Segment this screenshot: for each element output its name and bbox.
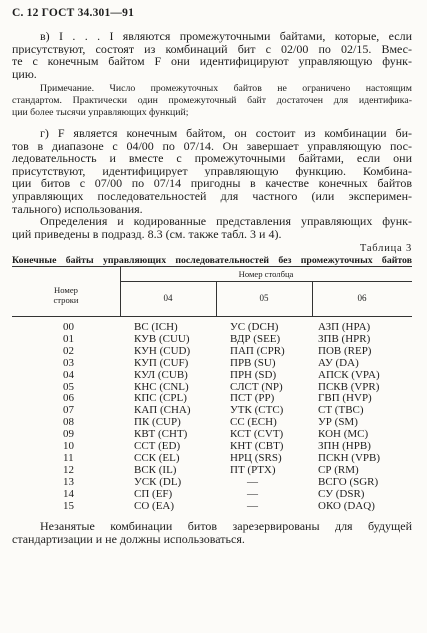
- table-row: [0, 501, 427, 513]
- row-number-header-line: строки: [53, 295, 79, 305]
- text-line: присутствуют, идентифицирует управляющую функцию. Комбина-: [12, 164, 412, 178]
- table-row: [0, 477, 427, 489]
- text-line: г) F является конечным байтом, он состоит из комбинации би-: [40, 127, 412, 140]
- cell-col-05: УС (DCH): [230, 321, 279, 333]
- text-line: ции более тысячи управляющих функций;: [12, 107, 189, 118]
- table-row: [0, 346, 427, 358]
- text-line: стандартом. Практически один промежуточный байт достаточен для идентифика-: [12, 95, 412, 106]
- cell-col-05: КСТ (CVT): [230, 428, 284, 441]
- cell-col-05: СЛСТ (NP): [230, 380, 283, 393]
- text-line: стандартизации и не должны использоваться.: [12, 533, 245, 546]
- row-number-cell: 12: [63, 463, 74, 476]
- cell-col-05: —: [247, 499, 258, 512]
- cell-col-05: КНТ (CBT): [230, 440, 284, 452]
- row-number-cell: 14: [63, 487, 74, 500]
- cell-col-04: КАП (CHA): [134, 404, 191, 417]
- cell-col-06: КОН (MC): [318, 428, 369, 441]
- cell-col-05: ПРВ (SU): [230, 356, 276, 369]
- text-line: тов в диапазоне с 04/00 по 07/14. Он завершает управляющую пос-: [12, 139, 412, 153]
- cell-col-05: —: [247, 475, 258, 488]
- table-row: [0, 370, 427, 382]
- row-number-cell: 07: [63, 404, 74, 417]
- paragraph-definitions: [12, 215, 412, 240]
- text-line: тального) использования.: [12, 202, 143, 216]
- cell-col-04: УСК (DL): [134, 475, 182, 488]
- cell-col-06: ПОВ (REP): [318, 344, 372, 357]
- cell-col-06: АУ (DA): [318, 356, 359, 369]
- table-header-bottom-rule: [12, 316, 412, 317]
- cell-col-06: СУ (DSR): [318, 487, 365, 500]
- cell-col-04: ВСК (IL): [134, 463, 177, 476]
- row-number-cell: 10: [63, 440, 74, 452]
- cell-col-04: ПК (CUP): [134, 416, 181, 429]
- column-header-04: 04: [163, 293, 173, 303]
- text-line: ледовательность и вместе с промежуточными байтами, если они: [12, 152, 412, 165]
- cell-col-06: ЗПВ (HPR): [318, 332, 371, 345]
- cell-col-06: УР (SM): [318, 416, 358, 429]
- cell-col-06: ПСКН (VPB): [318, 451, 381, 464]
- cell-col-04: КВТ (CHT): [134, 428, 188, 441]
- cell-col-06: ВСГО (SGR): [318, 475, 379, 488]
- cell-col-05: ПТ (PTX): [230, 463, 276, 476]
- table-body: [0, 322, 427, 514]
- text-line: в) I . . . I являются промежуточными байтами, которые, если: [40, 30, 412, 43]
- text-line: Незанятые комбинации битов зарезервированы для будущей: [40, 520, 412, 533]
- paragraph-intermediate-bytes: [12, 30, 412, 80]
- cell-col-04: КНС (CNL): [134, 380, 189, 393]
- row-number-cell: 01: [63, 332, 74, 345]
- row-number-cell: 13: [63, 475, 74, 488]
- cell-col-05: ВДР (SEE): [230, 332, 281, 345]
- table-row: [0, 465, 427, 477]
- cell-col-04: СО (EA): [134, 499, 175, 512]
- cell-col-06: АЗП (HPA): [318, 321, 371, 333]
- cell-col-05: —: [247, 487, 258, 500]
- table-title: Конечные байты управляющих последовательностей без промежуточных байтов: [12, 255, 412, 266]
- table-row: [0, 334, 427, 346]
- table-column-group-rule: [120, 281, 412, 282]
- cell-col-04: КУВ (CUU): [134, 332, 190, 345]
- row-number-cell: 05: [63, 380, 74, 393]
- cell-col-05: ПСТ (PP): [230, 392, 275, 405]
- text-line: ций приведены в подразд. 8.3 (см. также табл. 3 и 4).: [12, 227, 282, 241]
- table-row: [0, 358, 427, 370]
- column-header-05: 05: [259, 293, 269, 303]
- text-line: те с конечным байтом F они идентифицируют управляющую функ-: [12, 55, 412, 68]
- cell-col-04: КУН (CUD): [134, 344, 191, 357]
- paragraph-reserved: [12, 520, 412, 546]
- note: [12, 83, 412, 119]
- row-number-cell: 06: [63, 392, 74, 405]
- row-number-cell: 02: [63, 344, 74, 357]
- text-line: Определения и кодированные представления управляющих функ-: [40, 215, 412, 228]
- cell-col-04: ССК (EL): [134, 451, 180, 464]
- page-header: С. 12 ГОСТ 34.301—91: [12, 7, 135, 19]
- column-header-06: 06: [357, 293, 367, 303]
- cell-col-06: ГВП (HVP): [318, 392, 372, 405]
- text-line: Примечание. Число промежуточных байтов не ограничено настоящим: [40, 83, 412, 94]
- row-number-cell: 11: [63, 451, 74, 464]
- cell-col-06: СТ (TBC): [318, 404, 364, 417]
- cell-col-06: ПСКВ (VPR): [318, 380, 380, 393]
- cell-col-05: УТК (CTC): [230, 404, 284, 417]
- cell-col-04: КУП (CUF): [134, 356, 189, 369]
- cell-col-06: ОКО (DAQ): [318, 499, 375, 512]
- text-line: управляющих последовательностей для частного (или эксперимен-: [12, 189, 412, 203]
- table-row: [0, 489, 427, 501]
- text-line: присутствуют, состоят из комбинаций бит с 02/00 по 02/15. Вмес-: [12, 42, 412, 56]
- row-number-cell: 09: [63, 428, 74, 441]
- row-number-cell: 04: [63, 368, 74, 381]
- row-number-cell: 08: [63, 416, 74, 429]
- cell-col-05: СС (ECH): [230, 416, 277, 429]
- table-row: [0, 453, 427, 465]
- table-caption: Таблица 3: [359, 243, 412, 254]
- cell-col-04: ВС (ICH): [134, 321, 178, 333]
- text-line: ции битов с 07/00 по 07/14 пригодны в качестве конечных байтов: [12, 177, 412, 190]
- cell-col-04: КПС (CPL): [134, 392, 187, 405]
- row-number-cell: 03: [63, 356, 74, 369]
- cell-col-04: ССТ (ED): [134, 440, 181, 452]
- text-line: цию.: [12, 67, 37, 81]
- column-number-header: Номер столбца: [238, 269, 294, 279]
- cell-col-06: АПСК (VPA): [318, 368, 380, 381]
- cell-col-04: СП (EF): [134, 487, 173, 500]
- cell-col-05: НРЦ (SRS): [230, 451, 282, 464]
- table-top-rule: [12, 266, 412, 267]
- cell-col-06: СР (RM): [318, 463, 359, 476]
- cell-col-05: ПАП (CPR): [230, 344, 285, 357]
- cell-col-04: КУЛ (CUB): [134, 368, 188, 381]
- cell-col-05: ПРН (SD): [230, 368, 277, 381]
- cell-col-06: ЗПН (HPB): [318, 440, 371, 452]
- paragraph-final-byte: [12, 127, 412, 215]
- row-number-header-line: Номер: [54, 285, 78, 295]
- row-number-cell: 15: [63, 499, 74, 512]
- row-number-cell: 00: [63, 321, 74, 333]
